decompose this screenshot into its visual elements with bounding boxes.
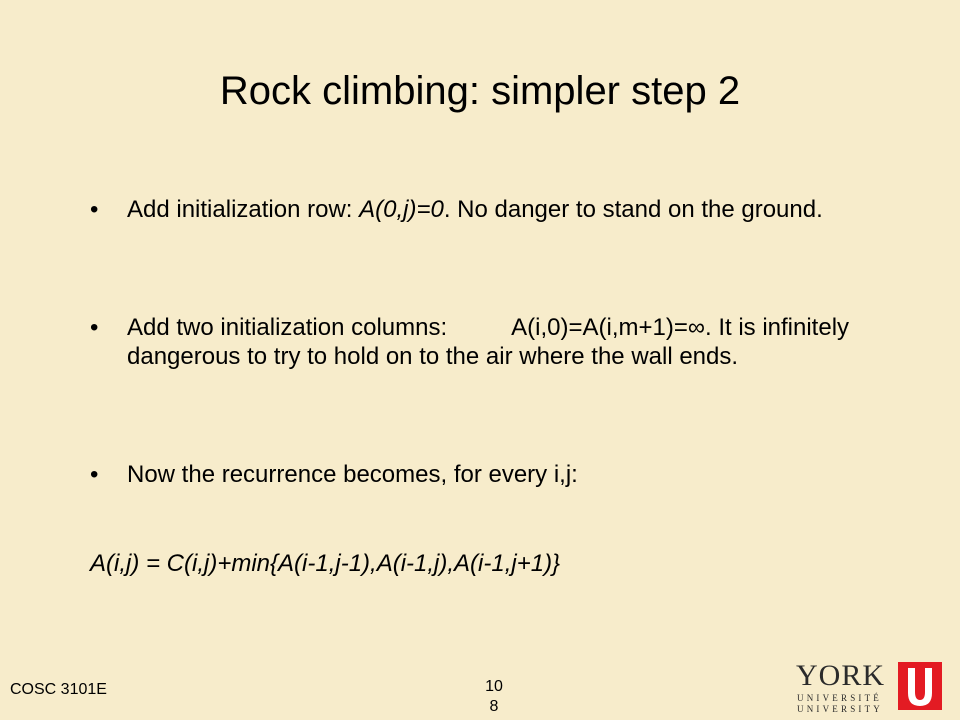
logo-wordmark: YORK bbox=[796, 659, 886, 692]
bullet-recurrence bbox=[90, 460, 860, 489]
bullet-text bbox=[127, 313, 860, 371]
bullet-marker: • bbox=[90, 461, 99, 488]
bullet-marker: • bbox=[90, 314, 99, 341]
bullet-math: A(0,j)=0 bbox=[359, 196, 444, 223]
page-number-line: 8 bbox=[489, 698, 499, 715]
bullet-text-part: Now the recurrence becomes, for every i,j: bbox=[127, 461, 578, 488]
york-u-icon bbox=[898, 662, 942, 710]
bullet-text-part: . No danger to stand on the ground. bbox=[443, 196, 823, 223]
bullet-text-part: Add two initialization columns: bbox=[127, 314, 448, 341]
bullet-initialization-columns bbox=[90, 313, 860, 371]
page-number-line: 10 bbox=[485, 678, 503, 695]
page-number bbox=[470, 677, 518, 717]
logo-subtitle-en: UNIVERSITY bbox=[797, 704, 883, 714]
bullet-text-part: Add initialization row: bbox=[127, 196, 360, 223]
infinity-symbol: ∞ bbox=[687, 314, 705, 341]
logo-subtitle-fr: UNIVERSITÉ bbox=[797, 693, 882, 703]
recurrence-formula: A(i,j) = C(i,j)+min{A(i-1,j-1),A(i-1,j),A(i-1,j+1)} bbox=[90, 550, 561, 577]
york-university-logo bbox=[792, 660, 942, 712]
bullet-text bbox=[127, 460, 860, 489]
slide-title: Rock climbing: simpler step 2 bbox=[219, 69, 741, 113]
bullet-initialization-row bbox=[90, 195, 860, 224]
bullet-text-part: A(i,0)=A(i,m+1)= bbox=[511, 314, 688, 341]
bullet-marker: • bbox=[90, 196, 99, 223]
bullet-text-part: . It is infinitely dangerous to try to hold on to the air where the wall ends. bbox=[127, 314, 850, 370]
bullet-text bbox=[127, 195, 860, 224]
course-code: COSC 3101E bbox=[10, 681, 107, 698]
